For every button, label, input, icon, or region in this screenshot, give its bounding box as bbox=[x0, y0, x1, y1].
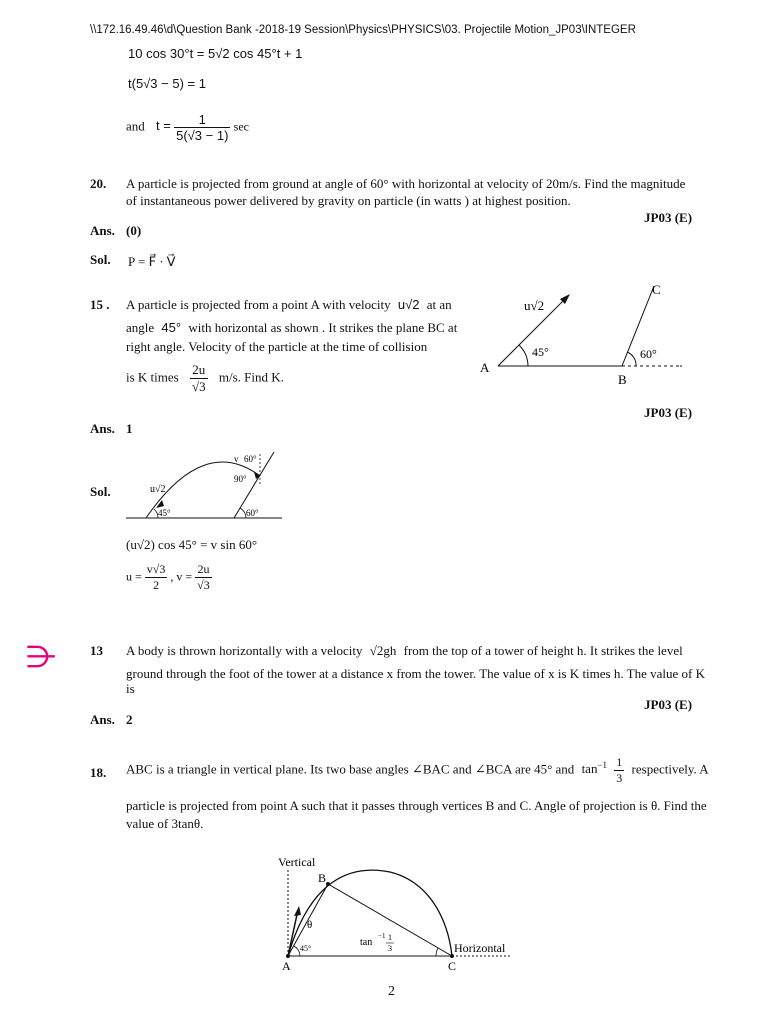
horizontal-label: Horizontal bbox=[454, 941, 506, 955]
sol-60-label: 60° bbox=[246, 508, 259, 518]
q15-number: 15 . bbox=[90, 297, 110, 312]
sol-45-label: 45° bbox=[158, 508, 171, 518]
tan-sup-label: −1 bbox=[378, 932, 386, 940]
q15-line1-end: at an bbox=[426, 297, 452, 312]
tan-label: tan bbox=[360, 937, 373, 948]
sol-velocity-label: u√2 bbox=[150, 484, 166, 495]
sol-eq2-mid: , v = bbox=[170, 569, 193, 584]
q18-frac-num: 1 bbox=[616, 755, 623, 769]
sol-v60-label: 60° bbox=[244, 454, 257, 464]
q13-line1-end: from the top of a tower of height h. It strikes the level bbox=[403, 643, 683, 658]
q13-line1 bbox=[126, 643, 683, 659]
t-numerator: 1 bbox=[174, 112, 230, 128]
sol-eq2-frac2 bbox=[195, 562, 212, 593]
angle-60-label: 60° bbox=[640, 347, 657, 361]
q20-ans: (0) bbox=[126, 223, 142, 238]
theta-label: θ bbox=[307, 919, 313, 931]
point-b-label: B bbox=[318, 871, 327, 885]
q18-tan-sup: −1 bbox=[597, 760, 608, 771]
q13-ans: 2 bbox=[126, 712, 133, 727]
launch-arrow-head bbox=[294, 906, 301, 916]
and-label: and bbox=[126, 118, 145, 134]
sol-eq2-den1: 2 bbox=[153, 578, 160, 592]
sol-arrow-head bbox=[156, 500, 164, 508]
q18-line2: particle is projected from point A such that it passes through vertices B and C. Angle of projection is θ. Find the bbox=[126, 798, 707, 813]
q15-ans-label: Ans. bbox=[90, 421, 115, 436]
angle-arc-45 bbox=[519, 345, 528, 366]
t-fraction bbox=[174, 112, 230, 143]
tan-den-label: 3 bbox=[388, 944, 392, 953]
q13-code: JP03 (E) bbox=[644, 697, 693, 712]
q15-line2 bbox=[126, 320, 457, 336]
sol-eq2-num2: 2u bbox=[195, 562, 212, 578]
equation-1: 10 cos 30°t = 5√2 cos 45°t + 1 bbox=[128, 46, 303, 61]
q13-line1-text: A body is thrown horizontally with a velocity bbox=[126, 643, 363, 658]
sol-90-label: 90° bbox=[234, 474, 247, 484]
q15-sol-eq1: (u√2) cos 45° = v sin 60° bbox=[126, 537, 258, 552]
q20-sol: P = F⃗ · V⃗ bbox=[128, 254, 176, 269]
q15-line4 bbox=[126, 362, 284, 395]
q20-code: JP03 (E) bbox=[644, 210, 693, 225]
sol-arrow-head-2 bbox=[254, 472, 260, 479]
q18-figure bbox=[270, 850, 520, 975]
t-denominator: 5(√3 − 1) bbox=[176, 128, 229, 143]
q13-velocity: √2gh bbox=[369, 643, 397, 658]
q18-frac-den: 3 bbox=[616, 771, 623, 785]
q13-number: 13 bbox=[90, 643, 103, 658]
q18-line1 bbox=[126, 755, 709, 786]
q18-tan: tan bbox=[581, 761, 598, 777]
sol-eq2-lhs: u = bbox=[126, 569, 142, 584]
point-a-label: A bbox=[282, 959, 291, 973]
sol-eq2-frac1 bbox=[145, 562, 168, 593]
q15-sol-eq2 bbox=[126, 562, 212, 593]
q13-line2: ground through the foot of the tower at a distance x from the tower. The value of x is K times h. The value of K bbox=[126, 666, 705, 681]
equation-3 bbox=[126, 112, 249, 143]
q20-sol-label: Sol. bbox=[90, 252, 111, 267]
sol-eq2-num1: v√3 bbox=[146, 562, 166, 576]
q18-line3: value of 3tanθ. bbox=[126, 816, 204, 831]
q20-number: 20. bbox=[90, 176, 107, 191]
q15-frac-num: 2u bbox=[190, 362, 208, 379]
vertical-label: Vertical bbox=[278, 855, 316, 869]
q13-line3: is bbox=[126, 681, 135, 696]
q15-figure bbox=[470, 280, 700, 390]
q15-velocity: u√2 bbox=[397, 297, 420, 312]
q15-angle: 45° bbox=[161, 320, 182, 335]
t-unit: sec bbox=[233, 119, 249, 134]
t-lhs: t = bbox=[156, 118, 171, 134]
velocity-label: u√2 bbox=[524, 298, 545, 313]
q20-text: A particle is projected from ground at angle of 60° with horizontal at velocity of 20m/s. Find the magnitude of instantaneous power delivered by gravity on particle (in watts ) at highest position. bbox=[126, 176, 686, 208]
point-b-label: B bbox=[618, 372, 627, 387]
point-c-label: C bbox=[652, 282, 661, 297]
angle-arc-60 bbox=[627, 352, 636, 366]
equation-2: t(5√3 − 5) = 1 bbox=[128, 76, 206, 91]
q15-solution-figure bbox=[124, 446, 284, 526]
q20-ans-label: Ans. bbox=[90, 223, 115, 238]
sol-eq2-den2: √3 bbox=[197, 578, 210, 592]
q15-code: JP03 (E) bbox=[644, 405, 693, 420]
q18-line1-text: ABC is a triangle in vertical plane. Its two base angles ∠BAC and ∠BCA are 45° and bbox=[126, 761, 575, 777]
q15-line3: right angle. Velocity of the particle at the time of collision bbox=[126, 339, 428, 354]
highlight-marker-icon: ⋺ bbox=[26, 640, 56, 675]
q15-line1 bbox=[126, 297, 452, 313]
q18-line1-end: respectively. A bbox=[631, 761, 709, 777]
angle-45-label: 45° bbox=[532, 345, 549, 359]
q18-number: 18. bbox=[90, 765, 107, 780]
angle-45-label: 45° bbox=[300, 944, 312, 953]
page-number: 2 bbox=[388, 984, 395, 999]
q15-sol-label: Sol. bbox=[90, 484, 111, 499]
q15-line1-text: A particle is projected from a point A with velocity bbox=[126, 297, 391, 312]
point-a-label: A bbox=[480, 360, 490, 375]
q15-ans: 1 bbox=[126, 421, 133, 436]
q15-line2-text: angle bbox=[126, 320, 155, 335]
q15-line4-text: is K times bbox=[126, 369, 179, 385]
q18-fraction bbox=[614, 755, 624, 786]
point-c-label: C bbox=[448, 959, 457, 973]
q15-line2-end: with horizontal as shown . It strikes the plane BC at bbox=[188, 320, 458, 335]
q15-frac-den: √3 bbox=[191, 379, 206, 394]
sol-v-label: v bbox=[234, 454, 239, 464]
q13-ans-label: Ans. bbox=[90, 712, 115, 727]
tan-num-label: 1 bbox=[388, 933, 392, 942]
q15-fraction bbox=[190, 362, 208, 395]
q15-line4-end: m/s. Find K. bbox=[218, 369, 284, 385]
document-path: \\172.16.49.46\d\Question Bank -2018-19 Session\Physics\PHYSICS\03. Projectile Motion_JP03\INTEGER bbox=[90, 24, 636, 36]
